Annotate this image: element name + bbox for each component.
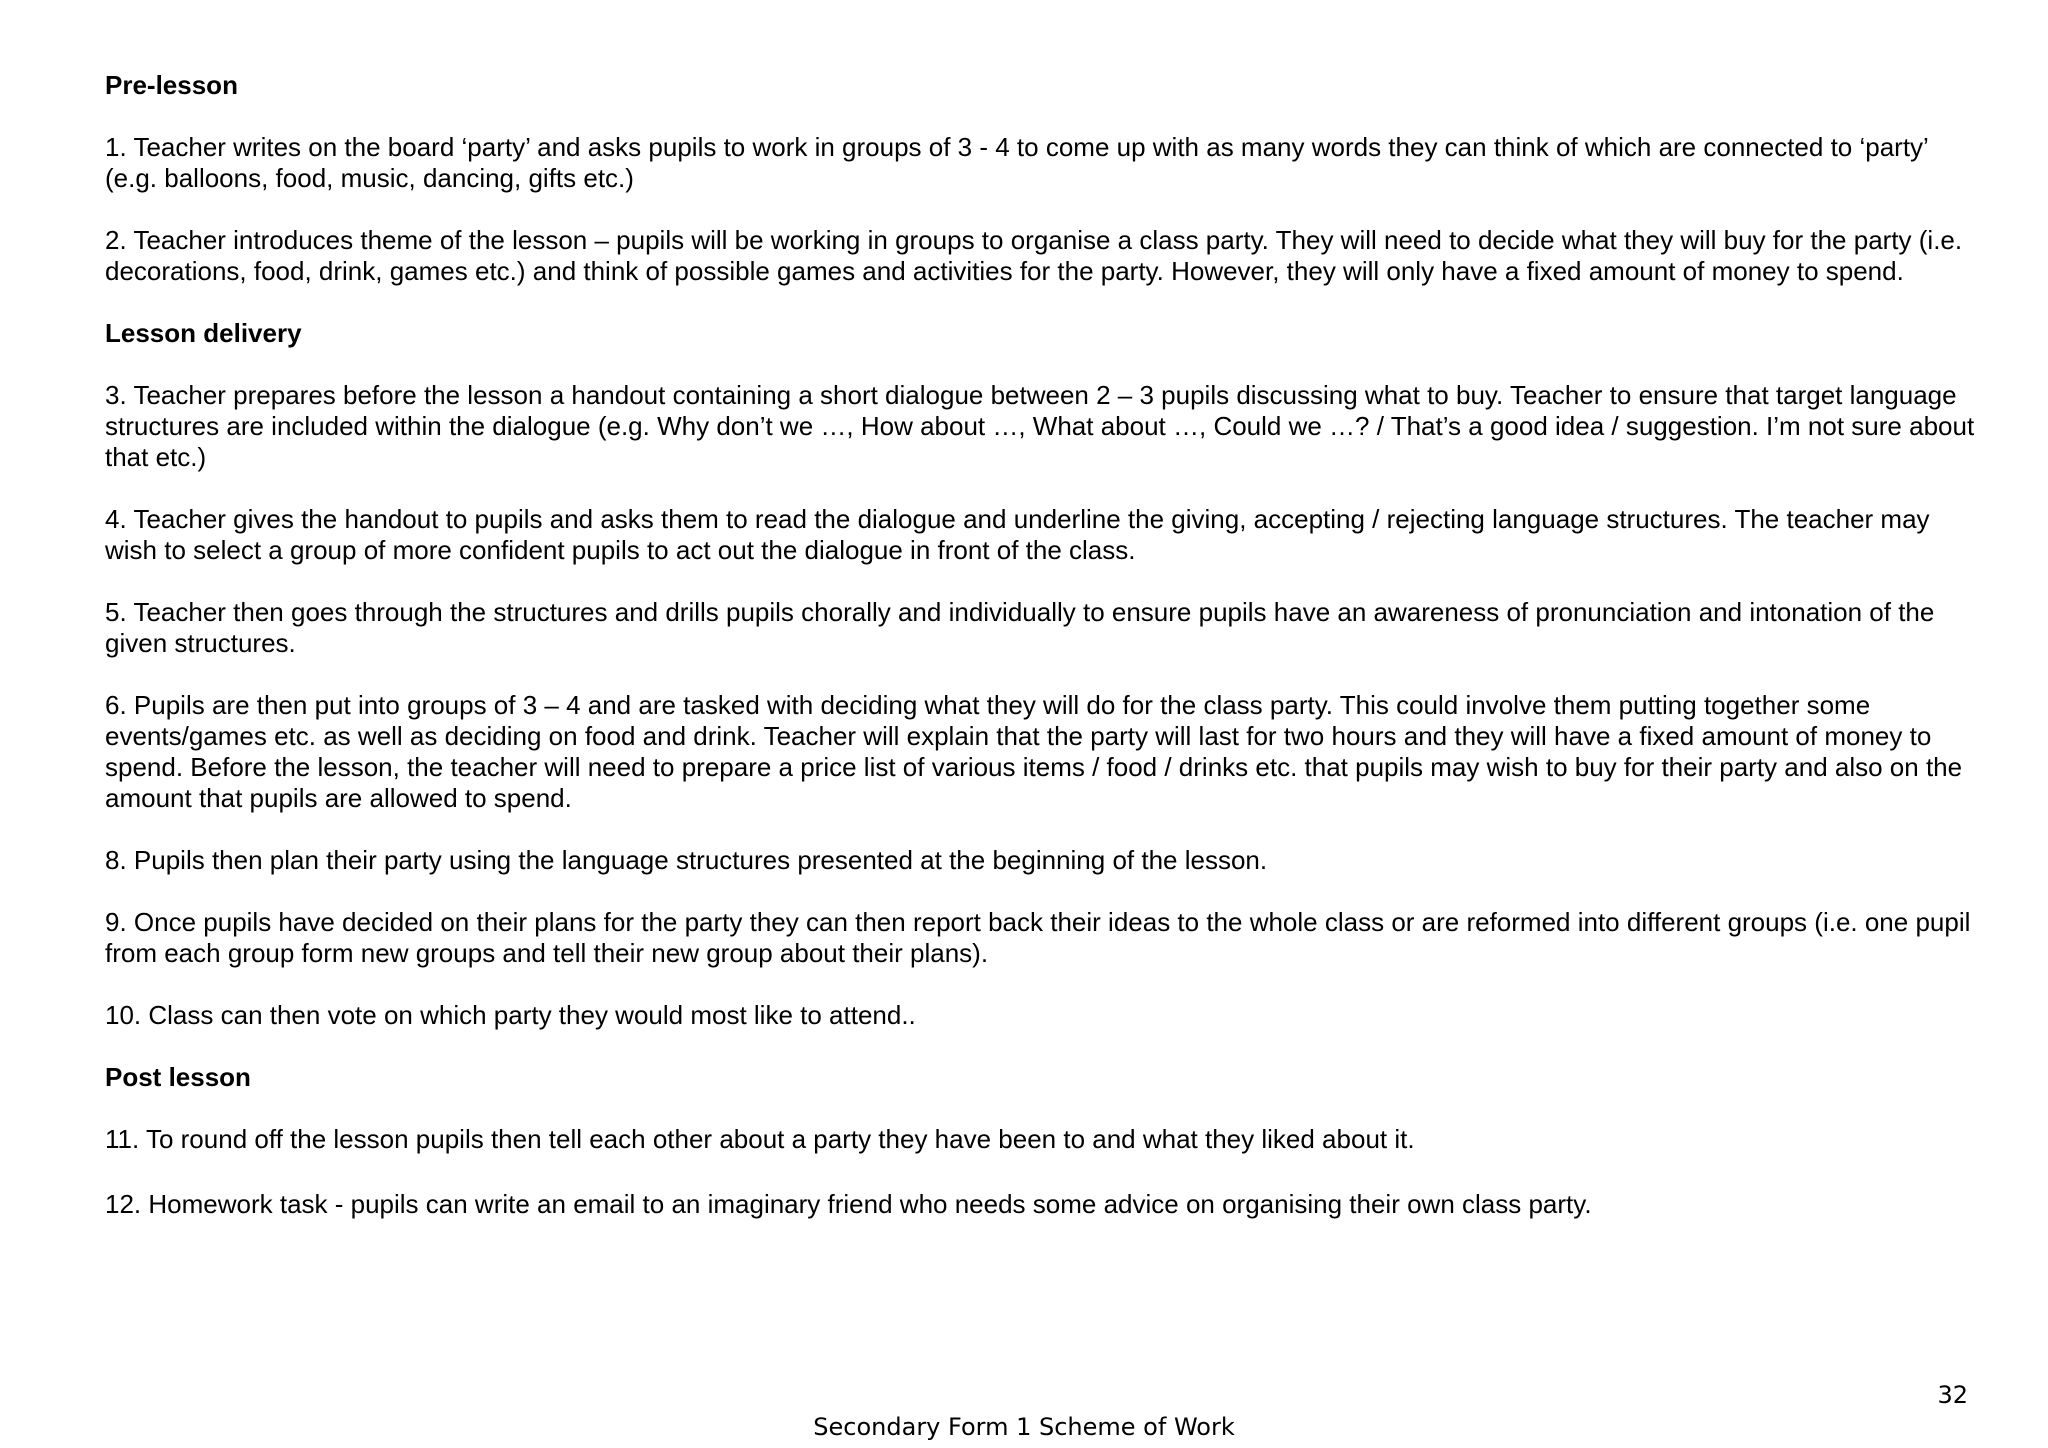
paragraph-12: 12. Homework task - pupils can write an email to an imaginary friend who needs some advice on organising their own class party.	[105, 1189, 1592, 1219]
heading-post-lesson: Post lesson	[105, 1062, 251, 1092]
paragraph-5: 5. Teacher then goes through the structures and drills pupils chorally and individually to ensure pupils have an awareness of pronunciation and intonation of the given structures.	[105, 597, 1935, 658]
heading-pre-lesson: Pre-lesson	[105, 70, 238, 100]
paragraph-1: 1. Teacher writes on the board ‘party’ and asks pupils to work in groups of 3 - 4 to come up with as many words they can think of which are connected to ‘party’ (e.g. balloons, food, music, dancing, gifts etc.)	[105, 132, 1928, 193]
paragraph-11: 11. To round off the lesson pupils then tell each other about a party they have been to and what they liked about it.	[105, 1124, 1415, 1154]
footer-title: Secondary Form 1 Scheme of Work	[813, 1413, 1235, 1441]
paragraph-10: 10. Class can then vote on which party they would most like to attend..	[105, 1000, 916, 1030]
page-number: 32	[1937, 1381, 1968, 1409]
paragraph-9: 9. Once pupils have decided on their plans for the party they can then report back their ideas to the whole class or are reformed into different groups (i.e. one pupil from each group form new groups and tell their new group about their plans).	[105, 907, 1971, 968]
document-body	[105, 70, 1985, 1220]
paragraph-2: 2. Teacher introduces theme of the lesson – pupils will be working in groups to organise a class party. They will need to decide what they will buy for the party (i.e. decorations, food, drink, games etc.) and think of possible games and activities for the party. However, they will only have a fixed amount of money to spend.	[105, 225, 1963, 286]
paragraph-4: 4. Teacher gives the handout to pupils and asks them to read the dialogue and underline the giving, accepting / rejecting language structures. The teacher may wish to select a group of more confident pupils to act out the dialogue in front of the class.	[105, 504, 1930, 565]
heading-lesson-delivery: Lesson delivery	[105, 318, 302, 348]
paragraph-3: 3. Teacher prepares before the lesson a handout containing a short dialogue between 2 – 3 pupils discussing what to buy. Teacher to ensure that target language structures are included within the dialogue (e.g. Why don’t we …, How about …, What about …, Could we …? / That’s a good idea / suggestion. I’m not sure about that etc.)	[105, 380, 1975, 472]
paragraph-8: 8. Pupils then plan their party using the language structures presented at the beginning of the lesson.	[105, 845, 1268, 875]
paragraph-6: 6. Pupils are then put into groups of 3 – 4 and are tasked with deciding what they will do for the class party. This could involve them putting together some events/games etc. as well as deciding on food and drink. Teacher will explain that the party will last for two hours and they will have a fixed amount of money to spend. Before the lesson, the teacher will need to prepare a price list of various items / food / drinks etc. that pupils may wish to buy for their party and also on the amount that pupils are allowed to spend.	[105, 690, 1963, 813]
